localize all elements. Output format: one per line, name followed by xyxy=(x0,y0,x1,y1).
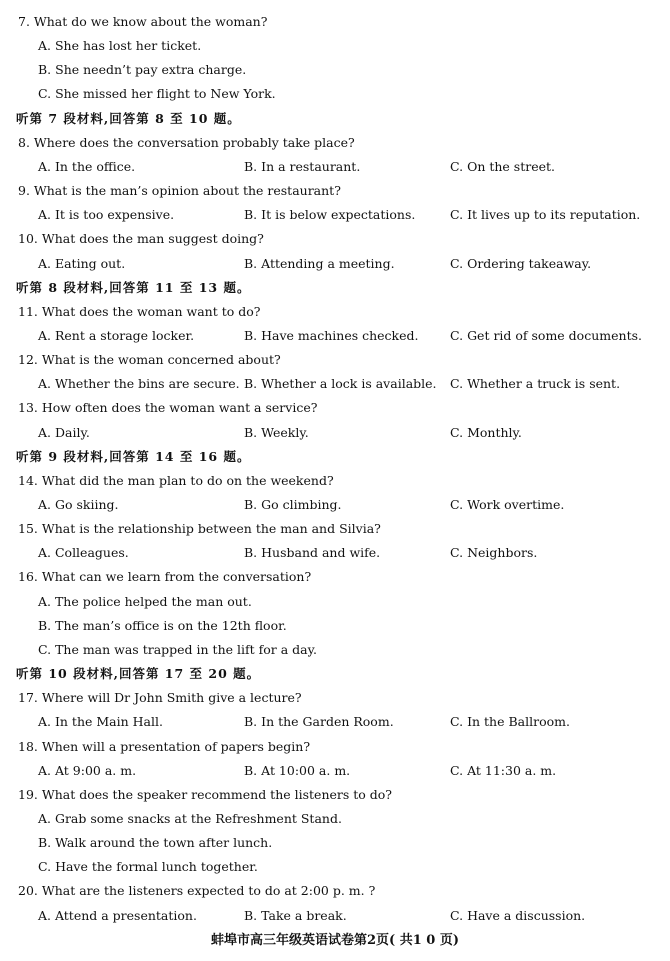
answer-option-b: B. Take a break. xyxy=(244,907,347,923)
answer-option-c: C. Ordering takeaway. xyxy=(450,255,592,271)
answer-option-b: B. Husband and wife. xyxy=(244,545,381,561)
answer-option-a: A. Attend a presentation. xyxy=(38,907,197,923)
answer-option-a: A. Whether the bins are secure. xyxy=(38,376,240,392)
answer-option-c: C. It lives up to its reputation. xyxy=(450,207,641,223)
answer-option-a: A. It is too expensive. xyxy=(38,207,175,223)
answer-options-row xyxy=(0,423,670,443)
answer-option-c: C. Neighbors. xyxy=(450,545,538,561)
answer-options-row xyxy=(0,326,670,346)
section-instruction: 听第 7 段材料,回答第 8 至 10 题。 xyxy=(16,110,241,126)
answer-option-b: B. Whether a lock is available. xyxy=(244,376,437,392)
answer-option-a: A. Daily. xyxy=(38,424,90,440)
answer-options-row xyxy=(0,906,670,926)
question-stem: 12. What is the woman concerned about? xyxy=(18,352,281,368)
answer-options-row xyxy=(0,157,670,177)
answer-option-a: A. Go skiing. xyxy=(38,497,119,512)
question-stem: 15. What is the relationship between the man and Silvia? xyxy=(18,521,381,537)
page-footer: 蚌埠市高三年级英语试卷第2页( 共1 0 页) xyxy=(210,933,460,948)
answer-option: C. She missed her flight to New York. xyxy=(38,86,276,102)
answer-option-c: C. Monthly. xyxy=(450,424,522,440)
answer-option: B. The man’s office is on the 12th floor. xyxy=(38,617,287,633)
question-stem: 18. When will a presentation of papers begin? xyxy=(18,738,311,754)
answer-option-b: B. In a restaurant. xyxy=(244,158,361,174)
answer-options-row xyxy=(0,543,670,563)
answer-options-row xyxy=(0,254,670,274)
question-stem: 13. How often does the woman want a service? xyxy=(18,400,318,416)
answer-option-a: A. Eating out. xyxy=(38,255,126,271)
answer-option: A. She has lost her ticket. xyxy=(38,38,202,54)
question-stem: 14. What did the man plan to do on the weekend? xyxy=(18,472,334,488)
answer-option-a: A. At 9:00 a. m. xyxy=(38,762,137,778)
question-stem: 11. What does the woman want to do? xyxy=(18,303,261,319)
answer-options-row xyxy=(0,495,670,515)
answer-option: A. Grab some snacks at the Refreshment Stand. xyxy=(38,810,342,826)
answer-option-c: C. Work overtime. xyxy=(450,497,565,512)
answer-option-b: B. In the Garden Room. xyxy=(244,714,394,730)
answer-option-a: A. In the Main Hall. xyxy=(38,714,163,730)
answer-option-a: A. In the office. xyxy=(38,158,136,174)
question-stem: 9. What is the man’s opinion about the restaurant? xyxy=(18,183,341,199)
answer-options-row xyxy=(0,712,670,732)
answer-option-c: C. On the street. xyxy=(450,158,555,174)
question-stem: 16. What can we learn from the conversation? xyxy=(18,569,312,585)
answer-option-b: B. Weekly. xyxy=(244,424,309,440)
answer-option: A. The police helped the man out. xyxy=(38,593,252,609)
question-stem: 10. What does the man suggest doing? xyxy=(18,231,264,247)
answer-option: B. Walk around the town after lunch. xyxy=(38,835,273,851)
answer-options-row xyxy=(0,205,670,225)
question-stem: 17. Where will Dr John Smith give a lecture? xyxy=(18,690,302,706)
question-stem: 19. What does the speaker recommend the listeners to do? xyxy=(18,786,393,802)
question-stem: 8. Where does the conversation probably take place? xyxy=(18,134,355,150)
answer-option-c: C. Have a discussion. xyxy=(450,907,586,923)
answer-option-a: A. Rent a storage locker. xyxy=(38,327,195,343)
answer-option-b: B. Have machines checked. xyxy=(244,327,419,343)
answer-options-row xyxy=(0,761,670,781)
answer-option-c: C. In the Ballroom. xyxy=(450,714,570,730)
answer-option: B. She needn’t pay extra charge. xyxy=(38,62,247,78)
answer-option-a: A. Colleagues. xyxy=(38,545,129,561)
section-instruction: 听第 8 段材料,回答第 11 至 13 题。 xyxy=(16,279,251,295)
answer-option-c: C. Whether a truck is sent. xyxy=(450,376,621,392)
question-stem: 20. What are the listeners expected to do at 2:00 p. m. ? xyxy=(18,883,376,899)
answer-option: C. Have the formal lunch together. xyxy=(38,859,258,875)
section-instruction: 听第 10 段材料,回答第 17 至 20 题。 xyxy=(16,666,261,682)
answer-option-b: B. At 10:00 a. m. xyxy=(244,762,351,778)
answer-option-b: B. It is below expectations. xyxy=(244,207,416,223)
answer-options-row xyxy=(0,374,670,394)
answer-option: C. The man was trapped in the lift for a day. xyxy=(38,641,317,657)
answer-option-c: C. Get rid of some documents. xyxy=(450,327,642,343)
section-instruction: 听第 9 段材料,回答第 14 至 16 题。 xyxy=(16,448,251,464)
answer-option-b: B. Go climbing. xyxy=(244,497,342,512)
answer-option-b: B. Attending a meeting. xyxy=(244,255,395,271)
question-stem: 7. What do we know about the woman? xyxy=(18,14,268,29)
answer-option-c: C. At 11:30 a. m. xyxy=(450,762,557,778)
